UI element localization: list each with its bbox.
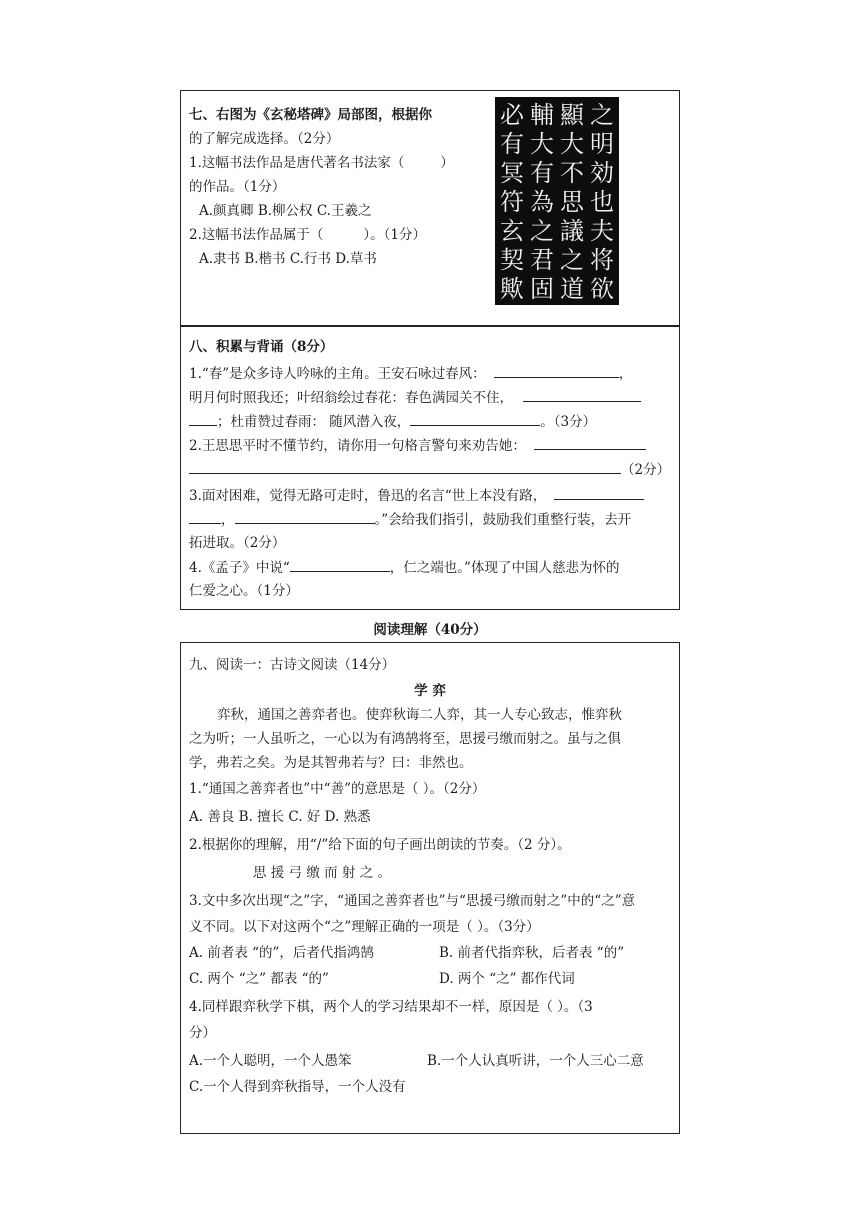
passage-title: 学 弈 xyxy=(414,683,446,699)
q9-question-2: 2.根据你的理解，用“/”给下面的句子画出朗读的节奏。（2 分）。 xyxy=(189,837,571,853)
q7-q1-options: A.颜真卿 B.柳公权 C.王羲之 xyxy=(199,203,372,219)
q8-q2-line-2 xyxy=(189,459,670,480)
q7-q1-paren: ） xyxy=(440,155,454,171)
q8-q4-text-1: 4.《孟子》中说“ xyxy=(189,560,290,576)
answer-blank[interactable] xyxy=(410,411,540,426)
answer-blank[interactable] xyxy=(235,509,375,524)
calligraphy-column-4: 必 有 冥 符 玄 契 歟 xyxy=(500,101,524,303)
answer-blank[interactable] xyxy=(189,509,221,524)
q7-question-1 xyxy=(189,153,454,173)
answer-blank[interactable] xyxy=(534,435,646,450)
q7-q2-text: 2.这幅书法作品属于（ xyxy=(189,227,324,243)
q8-q1-text-1: 1.“春”是众多诗人吟咏的主角。王安石咏过春风： xyxy=(189,366,486,382)
q8-q2-text: 2.王思思平时不懂节约，请你用一句格言警句来劝告她： xyxy=(189,438,526,454)
q9-q4-option-a: A.一个人聪明，一个人愚笨 xyxy=(189,1053,352,1069)
q8-q1-line-2 xyxy=(189,387,641,408)
passage-line-1: 弈秋，通国之善弈者也。使弈秋诲二人弈，其一人专心致志，惟弈秋 xyxy=(217,707,622,723)
q7-q1-text: 1.这幅书法作品是唐代著名书法家（ xyxy=(189,155,405,171)
q8-heading: 八、积累与背诵（8分） xyxy=(189,339,334,355)
q9-q3-option-d: D. 两个 “之” 都作代词 xyxy=(439,971,575,987)
q9-question-4-line-1: 4.同样跟弈秋学下棋，两个人的学习结果却不一样，原因是（ ）。（3 xyxy=(189,999,593,1015)
q8-q1-text-3: ；杜甫赞过春雨： 随风潜入夜， xyxy=(217,414,411,430)
q7-line-2: 的了解完成选择。（2分） xyxy=(189,131,340,147)
q9-q3-option-b: B. 前者代指弈秋，后者表 “的” xyxy=(439,945,625,961)
q9-q4-option-b: B.一个人认真听讲，一个人三心二意 xyxy=(427,1053,644,1069)
answer-blank[interactable] xyxy=(523,387,641,402)
calligraphy-column-3: 輔 大 有 為 之 君 固 xyxy=(530,101,554,303)
q8-q1-comma: ， xyxy=(618,366,633,382)
q8-q3-line-2 xyxy=(189,509,631,530)
q7-line-4: 的作品。（1分） xyxy=(189,179,286,195)
q8-q2-score: （2分） xyxy=(621,462,671,478)
q9-question-3-line-1: 3.文中多次出现“之”字，“通国之善弈者也”与“思援弓缴而射之”中的“之”意 xyxy=(189,893,636,909)
q8-q3-text-2: 。”会给我们指引，鼓励我们重整行装，去开 xyxy=(374,512,632,528)
q7-q2-paren: ）。（1分） xyxy=(363,227,426,243)
q8-q3-comma: ， xyxy=(221,512,235,528)
q9-question-1: 1.“通国之善弈者也”中“善”的意思是（ ）。（2分） xyxy=(189,781,486,797)
calligraphy-column-1: 之 明 効 也 夫 将 欲 xyxy=(590,101,614,303)
reading-section-title: 阅读理解（40分） xyxy=(373,622,487,638)
q9-q1-options: A. 善良 B. 擅长 C. 好 D. 熟悉 xyxy=(189,809,371,825)
q9-heading: 九、阅读一：古诗文阅读（14分） xyxy=(189,657,396,673)
q8-q1-score: 。（3分） xyxy=(540,414,597,430)
q9-question-3-line-2: 义不同。以下对这两个“之”理解正确的一项是（ ）。（3分） xyxy=(189,919,540,935)
q8-q1-text-2: 明月何时照我还；叶绍翁绘过春花：春色满园关不住， xyxy=(189,390,513,406)
passage-line-2: 之为听；一人虽听之，一心以为有鸿鹄将至，思援弓缴而射之。虽与之俱 xyxy=(189,731,621,747)
q8-q4-line-2: 仁爱之心。（1分） xyxy=(189,583,299,599)
q9-q3-option-c: C. 两个 “之” 都表 “的” xyxy=(189,971,329,987)
answer-blank[interactable] xyxy=(189,411,217,426)
q7-q2-options: A.隶书 B.楷书 C.行书 D.草书 xyxy=(199,251,377,267)
calligraphy-image xyxy=(495,97,619,305)
question-8-box xyxy=(180,326,680,610)
q8-q3-text-1: 3.面对困难，觉得无路可走时，鲁迅的名言“世上本没有路， xyxy=(189,488,547,504)
answer-blank[interactable] xyxy=(290,557,390,572)
question-7-box xyxy=(180,90,680,326)
q8-q3-line-3: 拓进取。（2分） xyxy=(189,535,286,551)
answer-blank[interactable] xyxy=(189,459,621,474)
q9-q4-option-c: C.一个人得到弈秋指导，一个人没有 xyxy=(189,1079,406,1095)
question-9-box xyxy=(180,642,680,1134)
q8-q2-line-1 xyxy=(189,435,646,456)
q9-question-4-line-2: 分） xyxy=(189,1025,216,1041)
q8-q4-text-2: ，仁之端也。”体现了中国人慈悲为怀的 xyxy=(389,560,620,576)
q8-q1-line-1 xyxy=(189,363,632,384)
answer-blank[interactable] xyxy=(554,485,644,500)
q8-q3-line-1 xyxy=(189,485,644,506)
calligraphy-column-2: 顯 大 不 思 議 之 道 xyxy=(560,101,584,303)
q8-q1-line-3 xyxy=(189,411,596,432)
q7-question-2 xyxy=(189,225,426,245)
answer-blank[interactable] xyxy=(494,363,619,378)
q7-line-1: 七、右图为《玄秘塔碑》局部图，根据你 xyxy=(189,107,432,123)
q9-q2-sentence: 思 援 弓 缴 而 射 之 。 xyxy=(253,865,392,881)
passage-line-3: 学，弗若之矣。为是其智弗若与？曰：非然也。 xyxy=(189,755,473,771)
q8-q4-line-1 xyxy=(189,557,619,578)
q9-q3-option-a: A. 前者表 “的”，后者代指鸿鹄 xyxy=(189,945,374,961)
